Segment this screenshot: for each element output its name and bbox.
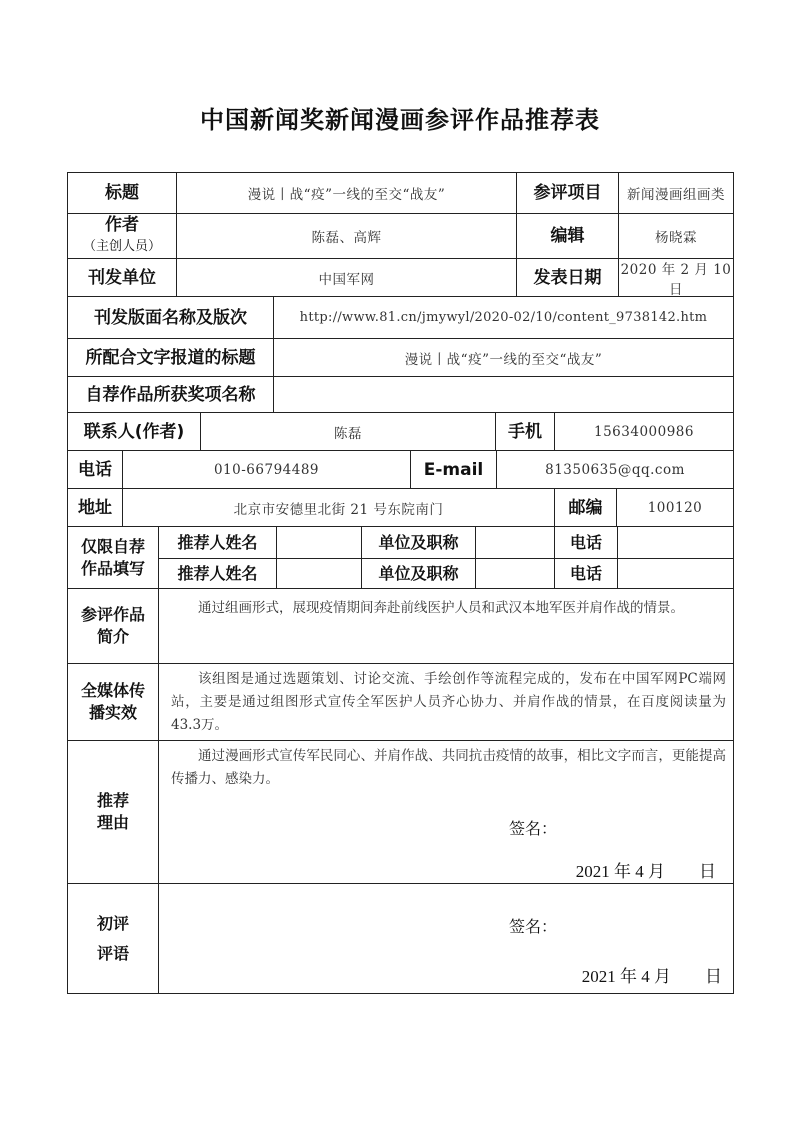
recommender-unit-value-2 <box>475 558 554 589</box>
review-label-line2: 评语 <box>96 943 129 963</box>
row-media-effect <box>68 663 733 740</box>
recommender-row-2 <box>159 558 734 589</box>
awards-label: 自荐作品所获奖项名称 <box>85 384 256 405</box>
author-label: 作者 <box>105 215 139 235</box>
recommender-phone-value-2 <box>617 558 734 589</box>
review-label-cell <box>68 884 158 993</box>
media-effect-label-cell <box>68 664 158 740</box>
review-signature-label: 签名： <box>509 917 558 936</box>
editor-label: 编辑 <box>516 214 618 258</box>
contact-label: 联系人(作者) <box>83 421 185 442</box>
page-title: 中国新闻奖新闻漫画参评作品推荐表 <box>200 106 600 134</box>
row-publisher <box>68 258 733 296</box>
summary-label-line1: 参评作品 <box>80 605 145 624</box>
summary-text: 通过组画形式，展现疫情期间奔赴前线医护人员和武汉本地军医并肩作战的情景。 <box>198 600 684 616</box>
media-effect-label-line2: 播实效 <box>88 703 137 722</box>
publish-date-value: 2020 年 2 月 10 日 <box>618 259 733 296</box>
summary-label-line2: 简介 <box>96 627 129 646</box>
publisher-label: 刊发单位 <box>88 267 156 288</box>
mobile-value: 15634000986 <box>554 413 733 450</box>
zip-value: 100120 <box>616 489 733 526</box>
row-awards <box>68 376 733 412</box>
summary-label-cell <box>68 589 158 663</box>
row-contact <box>68 412 733 450</box>
reason-date: 2021 年 4 月 日 <box>575 862 716 881</box>
reason-label-line1: 推荐 <box>96 791 129 810</box>
review-date: 2021 年 4 月 日 <box>581 967 722 986</box>
row-self-recommend <box>68 526 733 588</box>
row-initial-review <box>68 883 733 993</box>
media-effect-cell <box>158 664 734 740</box>
recommender-name-value-1 <box>276 527 361 558</box>
row-report-title <box>68 338 733 376</box>
row-reason <box>68 740 733 883</box>
media-effect-text: 该组图是通过选题策划、讨论交流、手绘创作等流程完成的，发布在中国军网PC端网站，主要是通过组图形式宣传全军医护人员齐心协力、并肩作战的情景，在百度阅读量为43.3万。 <box>171 671 726 733</box>
recommender-phone-label-1: 电话 <box>554 527 617 558</box>
title-label: 标题 <box>105 183 139 203</box>
row-title <box>68 173 733 213</box>
mobile-label: 手机 <box>495 413 554 450</box>
author-label-cell <box>68 214 176 258</box>
email-label: E-mail <box>410 451 496 488</box>
row-layout <box>68 296 733 338</box>
reason-text: 通过漫画形式宣传军民同心、并肩作战、共同抗击疫情的故事，相比文字而言，更能提高传播力、感染力。 <box>171 748 726 787</box>
report-title-label: 所配合文字报道的标题 <box>85 347 256 368</box>
review-cell <box>158 884 734 993</box>
recommender-grid <box>158 527 734 588</box>
layout-value: http://www.81.cn/jmywyl/2020-02/10/content_9738142.htm <box>273 297 733 338</box>
summary-cell <box>158 589 734 663</box>
recommendation-form <box>67 172 734 994</box>
phone-label: 电话 <box>78 459 112 480</box>
address-value: 北京市安德里北街 21 号东院南门 <box>122 489 554 526</box>
editor-value: 杨晓霖 <box>618 214 733 258</box>
author-sublabel: （主创人员） <box>82 239 161 254</box>
media-effect-label-line1: 全媒体传 <box>80 681 145 700</box>
review-label-line1: 初评 <box>96 913 129 933</box>
reason-label-cell <box>68 741 158 883</box>
row-author <box>68 213 733 258</box>
recommender-name-label-1: 推荐人姓名 <box>177 532 258 552</box>
row-summary <box>68 588 733 663</box>
publish-date-label: 发表日期 <box>516 259 618 296</box>
email-value: 81350635@qq.com <box>496 451 733 488</box>
recommender-unit-label-1: 单位及职称 <box>361 527 475 558</box>
report-title-value: 漫说丨战“疫”一线的至交“战友” <box>273 339 733 376</box>
self-recommend-label-line1: 仅限自荐 <box>80 536 145 556</box>
recommender-unit-label-2: 单位及职称 <box>361 558 475 589</box>
recommender-row-1 <box>159 527 734 558</box>
reason-cell <box>158 741 734 883</box>
row-address <box>68 488 733 526</box>
contact-value: 陈磊 <box>200 413 495 450</box>
publisher-value: 中国军网 <box>176 259 516 296</box>
layout-label: 刊发版面名称及版次 <box>94 307 247 328</box>
awards-value <box>273 377 733 412</box>
recommender-name-value-2 <box>276 558 361 589</box>
self-recommend-label-cell <box>68 527 158 588</box>
category-value: 新闻漫画组画类 <box>618 173 733 213</box>
category-label: 参评项目 <box>516 173 618 213</box>
address-label: 地址 <box>78 497 112 518</box>
recommender-phone-value-1 <box>617 527 734 558</box>
reason-label-line2: 理由 <box>96 813 129 832</box>
zip-label: 邮编 <box>554 489 616 526</box>
reason-signature-label: 签名： <box>509 819 558 838</box>
recommender-name-label-2: 推荐人姓名 <box>177 563 258 583</box>
recommender-phone-label-2: 电话 <box>554 558 617 589</box>
recommender-unit-value-1 <box>475 527 554 558</box>
self-recommend-label-line2: 作品填写 <box>80 558 145 578</box>
author-value: 陈磊、高辉 <box>176 214 516 258</box>
title-value: 漫说丨战“疫”一线的至交“战友” <box>176 173 516 213</box>
row-phone-email <box>68 450 733 488</box>
phone-value: 010-66794489 <box>122 451 410 488</box>
